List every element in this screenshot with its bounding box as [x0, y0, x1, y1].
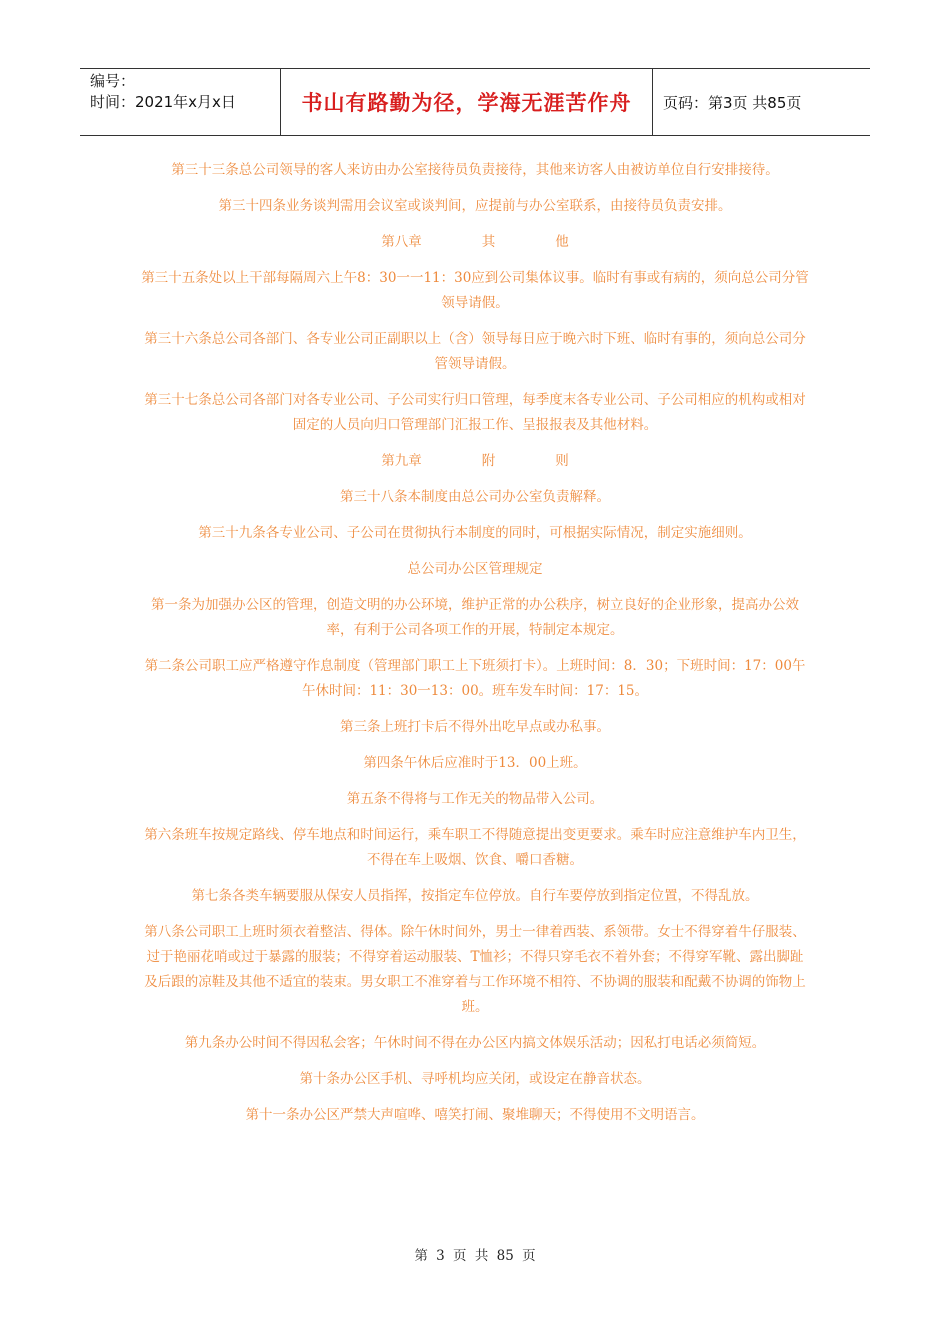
- office-article-1: 第一条为加强办公区的管理，创造文明的办公环境，维护正常的办公秩序，树立良好的企业形象，提高办公效率，有利于公司各项工作的开展，特制定本规定。: [151, 597, 799, 638]
- office-article-3: 第三条上班打卡后不得外出吃早点或办私事。: [340, 719, 610, 735]
- office-article-7: 第七条各类车辆要服从保安人员指挥，按指定车位停放。自行车要停放到指定位置，不得乱放。: [191, 888, 759, 904]
- office-article-11: 第十一条办公区严禁大声喧哗、嘻笑打闹、聚堆聊天；不得使用不文明语言。: [245, 1107, 705, 1123]
- chapter-8-word-1: 其: [481, 234, 496, 250]
- article-33: 第三十三条总公司领导的客人来访由办公室接待员负责接待，其他来访客人由被访单位自行安排接待。: [171, 162, 779, 178]
- document-time-label: 时间：2021年x月x日: [90, 93, 236, 111]
- article-34: 第三十四条业务谈判需用会议室或谈判间，应提前与办公室联系，由接待员负责安排。: [218, 198, 732, 214]
- chapter-8-word-2: 他: [555, 234, 569, 250]
- document-body: [140, 158, 810, 1139]
- page-footer: 第 3 页 共 85 页: [414, 1248, 536, 1264]
- article-36: 第三十六条总公司各部门、各专业公司正副职以上（含）领导每日应于晚六时下班、临时有事的，须向总公司分管领导请假。: [144, 331, 806, 372]
- header-page-info: 页码：第3页 共85页: [663, 93, 802, 112]
- office-article-4: 第四条午休后应准时于13．00上班。: [363, 755, 587, 771]
- header-meta: [80, 69, 281, 135]
- article-39: 第三十九条各专业公司、子公司在贯彻执行本制度的同时，可根据实际情况，制定实施细则。: [198, 525, 752, 541]
- page-header: [80, 68, 870, 136]
- article-37: 第三十七条总公司各部门对各专业公司、子公司实行归口管理，每季度末各专业公司、子公司相应的机构或相对固定的人员向归口管理部门汇报工作、呈报报表及其他材料。: [144, 392, 806, 433]
- article-38: 第三十八条本制度由总公司办公室负责解释。: [340, 489, 610, 505]
- office-article-9: 第九条办公时间不得因私会客；午休时间不得在办公区内搞文体娱乐活动；因私打电话必须简短。: [184, 1035, 766, 1051]
- chapter-9-word-2: 则: [555, 453, 569, 469]
- section-title-office-rules: 总公司办公区管理规定: [407, 561, 543, 577]
- header-motto: 书山有路勤为径，学海无涯苦作舟: [281, 69, 653, 135]
- chapter-8-heading: [140, 230, 810, 255]
- office-article-6: 第六条班车按规定路线、停车地点和时间运行，乘车职工不得随意提出变更要求。乘车时应注意维护车内卫生，不得在车上吸烟、饮食、嚼口香糖。: [144, 827, 806, 868]
- document-number-label: 编号：: [90, 72, 136, 90]
- chapter-9-number: 第九章: [381, 453, 422, 469]
- chapter-8-number: 第八章: [381, 234, 422, 250]
- office-article-5: 第五条不得将与工作无关的物品带入公司。: [346, 791, 604, 807]
- office-article-8: 第八条公司职工上班时须衣着整洁、得体。除午休时间外，男士一律着西装、系领带。女士不得穿着牛仔服装、过于艳丽花哨或过于暴露的服装；不得穿着运动服装、T恤衫；不得只穿毛衣不着外套；不得穿军靴、露出脚趾及后跟的凉鞋及其他不适宜的装束。男女职工不准穿着与工作环境不相符、不协调的服装和配戴不协调的饰物上班。: [144, 924, 806, 1015]
- chapter-9-word-1: 附: [481, 453, 496, 469]
- office-article-10: 第十条办公区手机、寻呼机均应关闭，或设定在静音状态。: [299, 1071, 651, 1087]
- chapter-9-heading: [140, 449, 810, 474]
- office-article-2: 第二条公司职工应严格遵守作息制度（管理部门职工上下班须打卡）。上班时间：8．30；下班时间：17：00午午休时间：11：30一13：00。班车发车时间：17：15。: [144, 658, 806, 699]
- article-35: 第三十五条处以上干部每隔周六上午8：30一一11：30应到公司集体议事。临时有事或有病的，须向总公司分管领导请假。: [141, 270, 809, 311]
